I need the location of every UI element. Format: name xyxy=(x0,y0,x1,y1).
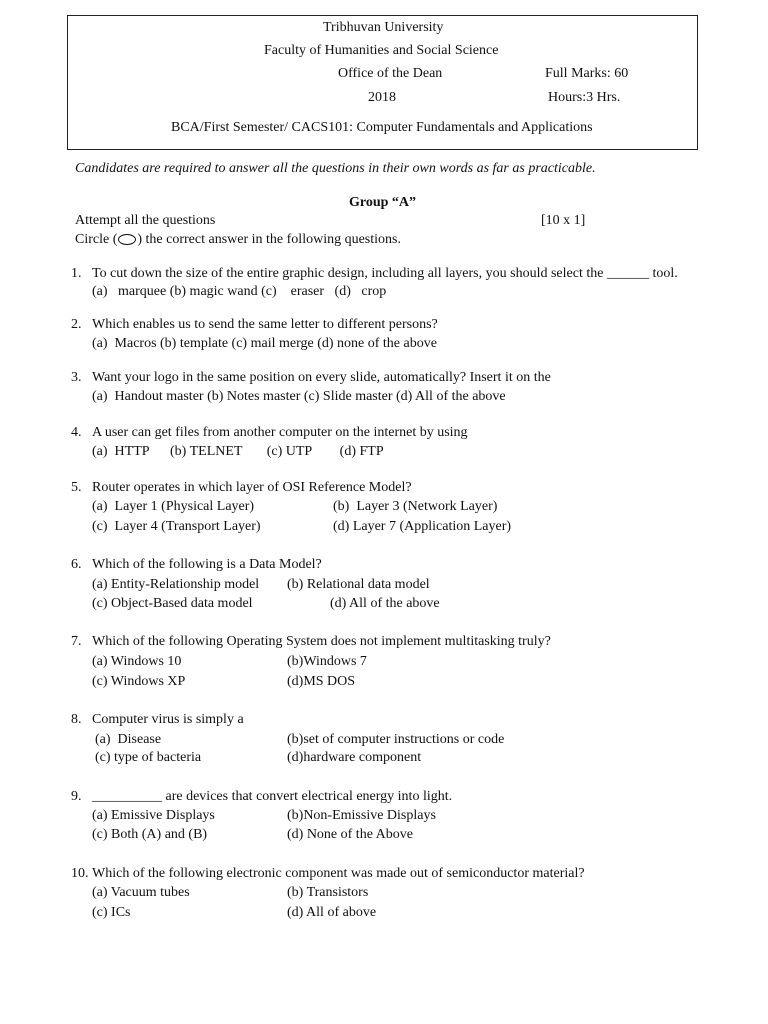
question-options: (a) marquee (b) magic wand (c) eraser (d) crop xyxy=(92,284,387,299)
option-a: (a) Layer 1 (Physical Layer) xyxy=(92,499,255,514)
option-a: (a) Vacuum tubes xyxy=(92,885,190,900)
option-d: (d)MS DOS xyxy=(287,674,356,689)
option-d: (d)hardware component xyxy=(287,750,422,765)
question-number: 1. xyxy=(71,266,82,281)
question-number: 10. xyxy=(71,866,89,881)
question-options: (a) Handout master (b) Notes master (c) Slide master (d) All of the above xyxy=(92,389,506,404)
question-options: (a) HTTP (b) TELNET (c) UTP (d) FTP xyxy=(92,444,384,459)
question-number: 7. xyxy=(71,634,82,649)
question-text: A user can get files from another computer on the internet by using xyxy=(92,425,468,440)
option-d: (d) All of the above xyxy=(330,596,440,611)
question-text: Which enables us to send the same letter to different persons? xyxy=(92,317,438,332)
question-options: (a) Macros (b) template (c) mail merge (d) none of the above xyxy=(92,336,437,351)
question-text: Which of the following is a Data Model? xyxy=(92,557,322,572)
question-text: Computer virus is simply a xyxy=(92,712,244,727)
option-b: (b)Non-Emissive Displays xyxy=(287,808,436,823)
question-number: 4. xyxy=(71,425,82,440)
option-a: (a) Disease xyxy=(95,732,162,747)
group-marks: [10 x 1] xyxy=(541,213,586,228)
option-c: (c) ICs xyxy=(92,905,131,920)
exam-year: 2018 xyxy=(368,90,396,105)
question-text: To cut down the size of the entire graphic design, including all layers, you should select the ______ tool. xyxy=(92,266,678,281)
full-marks: Full Marks: 60 xyxy=(545,66,629,81)
option-d: (d) All of above xyxy=(287,905,377,920)
option-c: (c) Both (A) and (B) xyxy=(92,827,208,842)
option-b: (b)Windows 7 xyxy=(287,654,367,669)
attempt-instruction: Attempt all the questions xyxy=(75,213,216,228)
option-d: (d) Layer 7 (Application Layer) xyxy=(333,519,512,534)
exam-hours: Hours:3 Hrs. xyxy=(548,90,621,105)
option-b: (b)set of computer instructions or code xyxy=(287,732,505,747)
option-a: (a) Windows 10 xyxy=(92,654,182,669)
question-number: 6. xyxy=(71,557,82,572)
university-name: Tribhuvan University xyxy=(323,20,444,35)
question-text: Want your logo in the same position on every slide, automatically? Insert it on the xyxy=(92,370,551,385)
question-number: 3. xyxy=(71,370,82,385)
option-a: (a) Entity-Relationship model xyxy=(92,577,260,592)
question-text: Router operates in which layer of OSI Reference Model? xyxy=(92,480,412,495)
option-d: (d) None of the Above xyxy=(287,827,413,842)
option-b: (b) Layer 3 (Network Layer) xyxy=(333,499,498,514)
option-b: (b) Transistors xyxy=(287,885,369,900)
group-title: Group “A” xyxy=(349,195,417,210)
circle-instruction: Circle ( ) the correct answer in the following questions. xyxy=(75,232,401,247)
question-text: __________ are devices that convert electrical energy into light. xyxy=(92,789,453,804)
option-c: (c) Layer 4 (Transport Layer) xyxy=(92,519,261,534)
option-b: (b) Relational data model xyxy=(287,577,430,592)
option-c: (c) Object-Based data model xyxy=(92,596,253,611)
option-c: (c) Windows XP xyxy=(92,674,186,689)
circle-icon xyxy=(118,234,136,245)
question-number: 8. xyxy=(71,712,82,727)
office-name: Office of the Dean xyxy=(338,66,443,81)
question-number: 9. xyxy=(71,789,82,804)
question-number: 2. xyxy=(71,317,82,332)
question-text: Which of the following Operating System does not implement multitasking truly? xyxy=(92,634,551,649)
option-a: (a) Emissive Displays xyxy=(92,808,215,823)
instructions: Candidates are required to answer all the questions in their own words as far as practicable. xyxy=(75,161,596,176)
course-title: BCA/First Semester/ CACS101: Computer Fundamentals and Applications xyxy=(171,120,593,135)
question-text: Which of the following electronic component was made out of semiconductor material? xyxy=(92,866,585,881)
question-number: 5. xyxy=(71,480,82,495)
option-c: (c) type of bacteria xyxy=(95,750,202,765)
faculty-name: Faculty of Humanities and Social Science xyxy=(264,43,499,58)
